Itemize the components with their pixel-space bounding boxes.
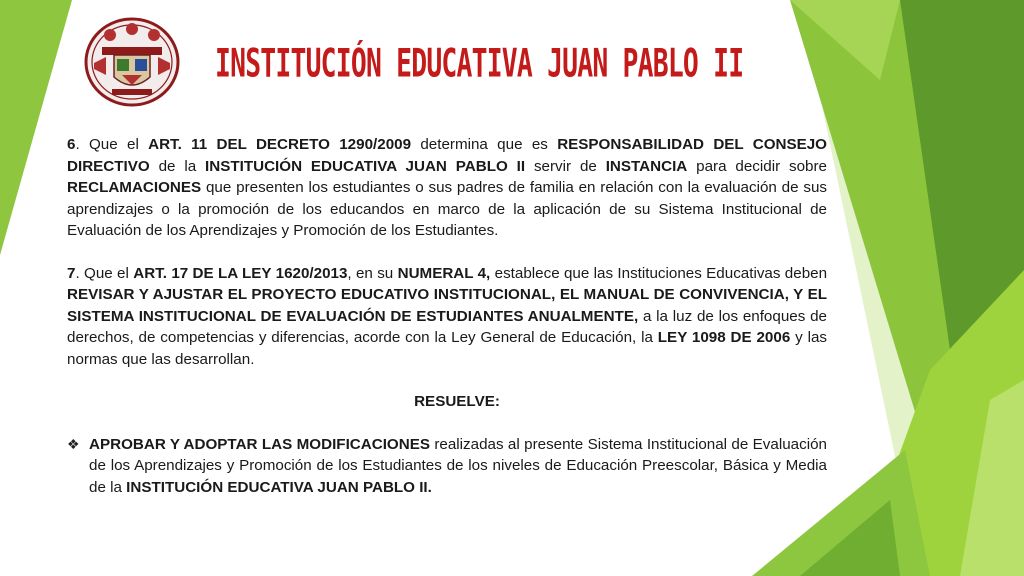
text-run: determina que es [411,136,558,153]
bold-run: ART. 11 DEL DECRETO 1290/2009 [148,136,412,153]
point-6-paragraph [67,134,827,242]
text-run: establece que las Instituciones Educativas deben [490,264,828,282]
bold-run: ART. 17 DE LA LEY 1620/2013 [133,264,348,282]
bold-run: LEY 1098 DE 2006 [657,329,791,346]
text-run: y las normas que las desarrollan. [67,329,827,368]
left-green-facet [0,0,72,255]
diamond-bullet-icon: ❖ [67,435,80,452]
text-run: . Que el [75,264,134,282]
text-run: , en su [347,264,398,282]
text-run: para decidir sobre [687,157,827,175]
bold-run: APROBAR Y ADOPTAR LAS MODIFICACIONES [89,435,430,453]
text-run: a la luz de los enfoques de derechos, de competencias y diferencias, acorde con la Ley General de Educación, la [67,307,827,346]
text-run: que presenten los estudiantes o sus padres de familia en relación con la evaluación de sus aprendizajes o la promoción de los educandos en marco de la aplicación de su Sistema Institucional de Evaluación de los Aprendizajes y Promoción de los Estudiantes. [67,179,827,239]
page-title: INSTITUCIÓN EDUCATIVA JUAN PABLO II [215,40,744,87]
text-run: de la [149,157,206,175]
bold-run: INSTITUCIÓN EDUCATIVA JUAN PABLO II. [126,478,432,496]
bold-run: REVISAR Y AJUSTAR EL PROYECTO EDUCATIVO INSTITUCIONAL, EL MANUAL DE CONVIVENCIA, Y EL SISTEMA INSTITUCIONAL DE EVALUACIÓN DE ESTUDIANTES ANUALMENTE, [67,286,827,325]
text-run: . Que el [75,136,149,153]
content-body [67,134,827,498]
bold-run: INSTANCIA [605,157,688,175]
school-crest-icon [84,17,180,107]
bold-run: INSTITUCIÓN EDUCATIVA JUAN PABLO II [205,157,526,175]
bold-run: NUMERAL 4, [397,264,491,282]
resolution-text [89,434,827,499]
resuelve-heading: RESUELVE: [414,393,500,410]
bold-run: RESPONSABILIDAD DEL CONSEJO DIRECTIVO [67,136,827,175]
point-7-paragraph [67,263,827,371]
text-run: servir de [525,157,606,175]
resolution-bullet [67,434,827,499]
bold-run: RECLAMACIONES [67,179,202,196]
text-run: realizadas al presente Sistema Institucional de Evaluación de los Aprendizajes y Promoción de los Estudiantes de los niveles de Educación Preescolar, Básica y Media de la [89,435,827,496]
point-6-number: 6 [67,136,76,153]
point-7-number: 7 [67,264,76,282]
